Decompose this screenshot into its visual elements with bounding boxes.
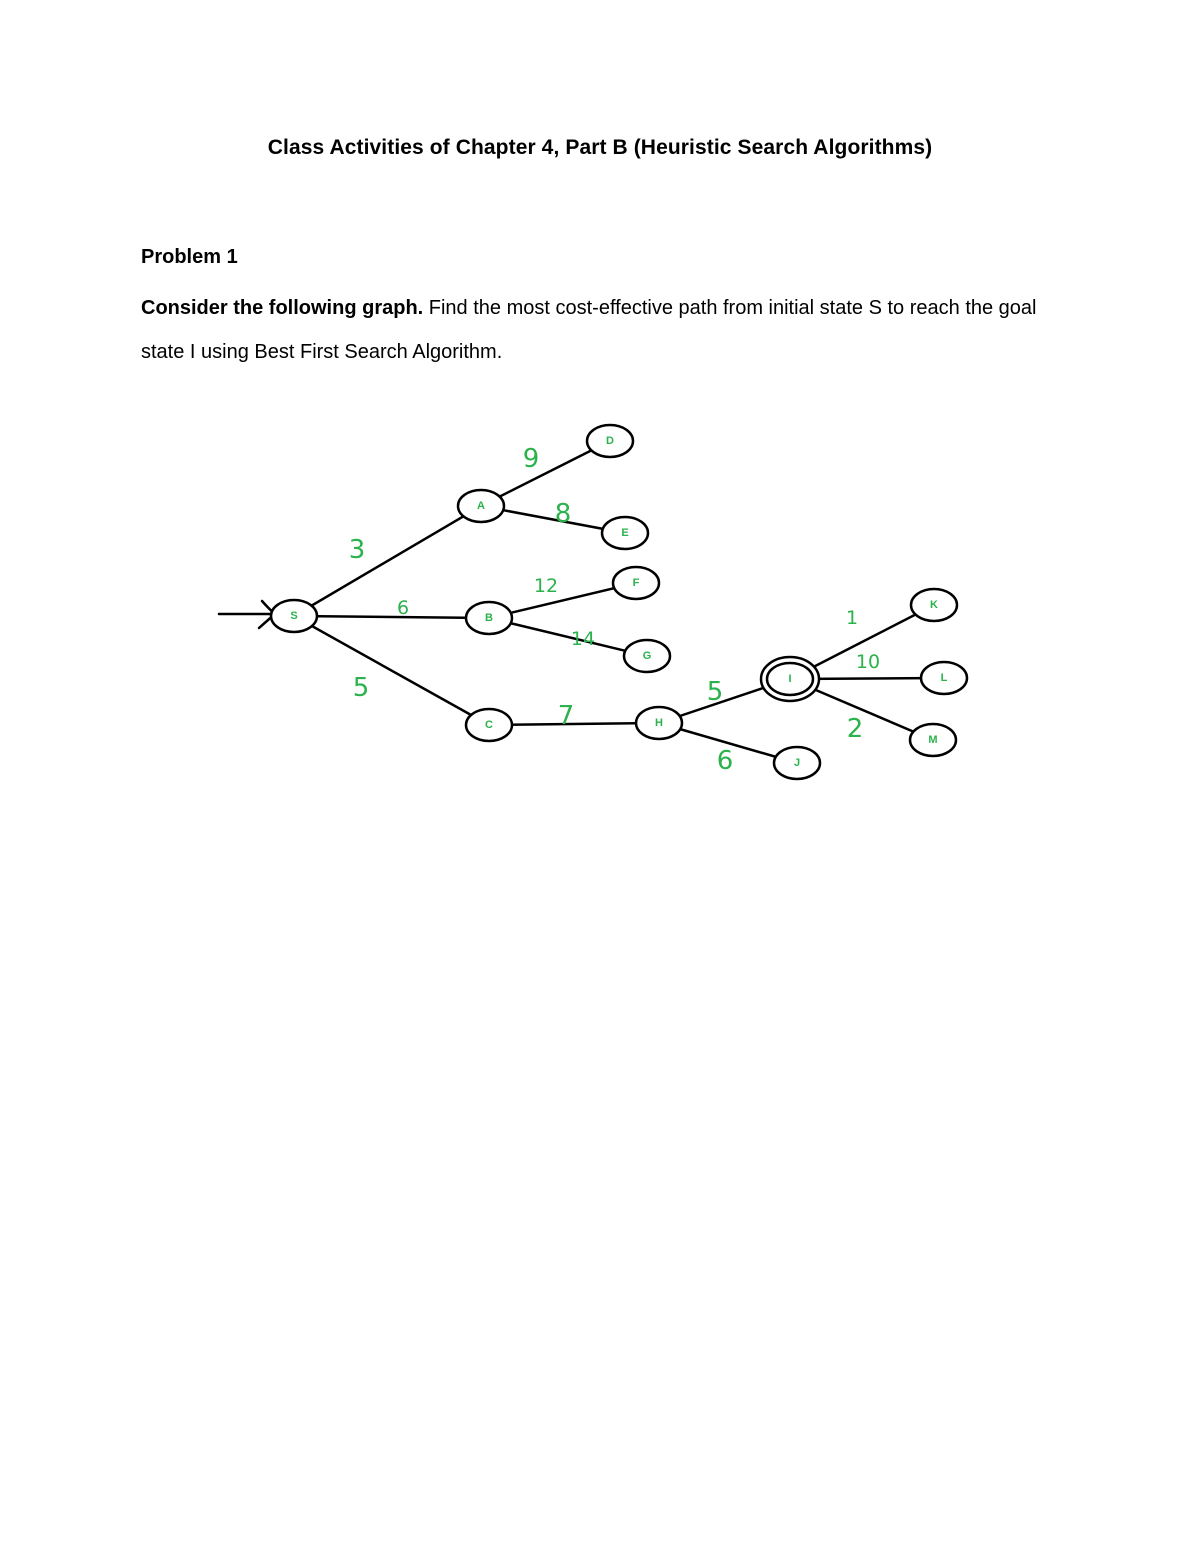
edge-weight-a-d: 9 xyxy=(522,444,540,474)
node-f xyxy=(613,567,659,599)
page-title: Class Activities of Chapter 4, Part B (Heuristic Search Algorithms) xyxy=(267,136,933,159)
edge-weight-i-k: 1 xyxy=(845,607,859,629)
node-label: B xyxy=(485,612,493,624)
node-label: M xyxy=(928,734,938,746)
node-g xyxy=(624,640,670,672)
node-i xyxy=(761,657,819,701)
problem-body: Find the most cost-effective path from initial state S to reach the goal state I using Best First Search Algorithm. xyxy=(141,297,1037,363)
edge-s-a xyxy=(294,506,481,616)
node-m xyxy=(910,724,956,756)
edge-weight-s-b: 6 xyxy=(396,597,410,619)
problem-heading: Problem 1 xyxy=(141,246,238,268)
node-label: S xyxy=(290,610,298,622)
node-j xyxy=(774,747,820,779)
node-label: D xyxy=(606,435,614,447)
weights-layer xyxy=(349,444,880,776)
edge-s-b xyxy=(294,616,489,618)
problem-lead: Consider the following graph. xyxy=(141,297,424,319)
node-label: C xyxy=(485,719,493,731)
edge-weight-i-m: 2 xyxy=(846,714,864,744)
node-s xyxy=(271,600,317,632)
edge-b-g xyxy=(489,618,647,656)
node-label: H xyxy=(655,717,663,729)
edge-weight-h-j: 6 xyxy=(716,746,734,776)
node-a xyxy=(458,490,504,522)
edge-weight-b-f: 12 xyxy=(533,575,559,597)
edge-weight-c-h: 7 xyxy=(557,701,575,731)
node-e xyxy=(602,517,648,549)
node-label: G xyxy=(642,650,652,662)
edge-weight-a-e: 8 xyxy=(554,499,572,529)
edge-s-c xyxy=(294,616,489,725)
node-h xyxy=(636,707,682,739)
node-l xyxy=(921,662,967,694)
edge-weight-s-a: 3 xyxy=(348,535,366,565)
node-d xyxy=(587,425,633,457)
edge-weight-i-l: 10 xyxy=(855,651,881,673)
edge-weight-b-g: 14 xyxy=(570,628,596,650)
node-c xyxy=(466,709,512,741)
node-k xyxy=(911,589,957,621)
node-label: J xyxy=(793,757,801,769)
edge-weight-s-c: 5 xyxy=(352,673,370,703)
node-b xyxy=(466,602,512,634)
node-label: F xyxy=(632,577,640,589)
node-label: L xyxy=(940,672,948,684)
edge-weight-h-i: 5 xyxy=(706,677,724,707)
node-label: A xyxy=(477,500,485,512)
node-label: E xyxy=(621,527,629,539)
start-arrow xyxy=(219,601,275,628)
node-label: I xyxy=(788,673,792,685)
node-label: K xyxy=(930,599,938,611)
